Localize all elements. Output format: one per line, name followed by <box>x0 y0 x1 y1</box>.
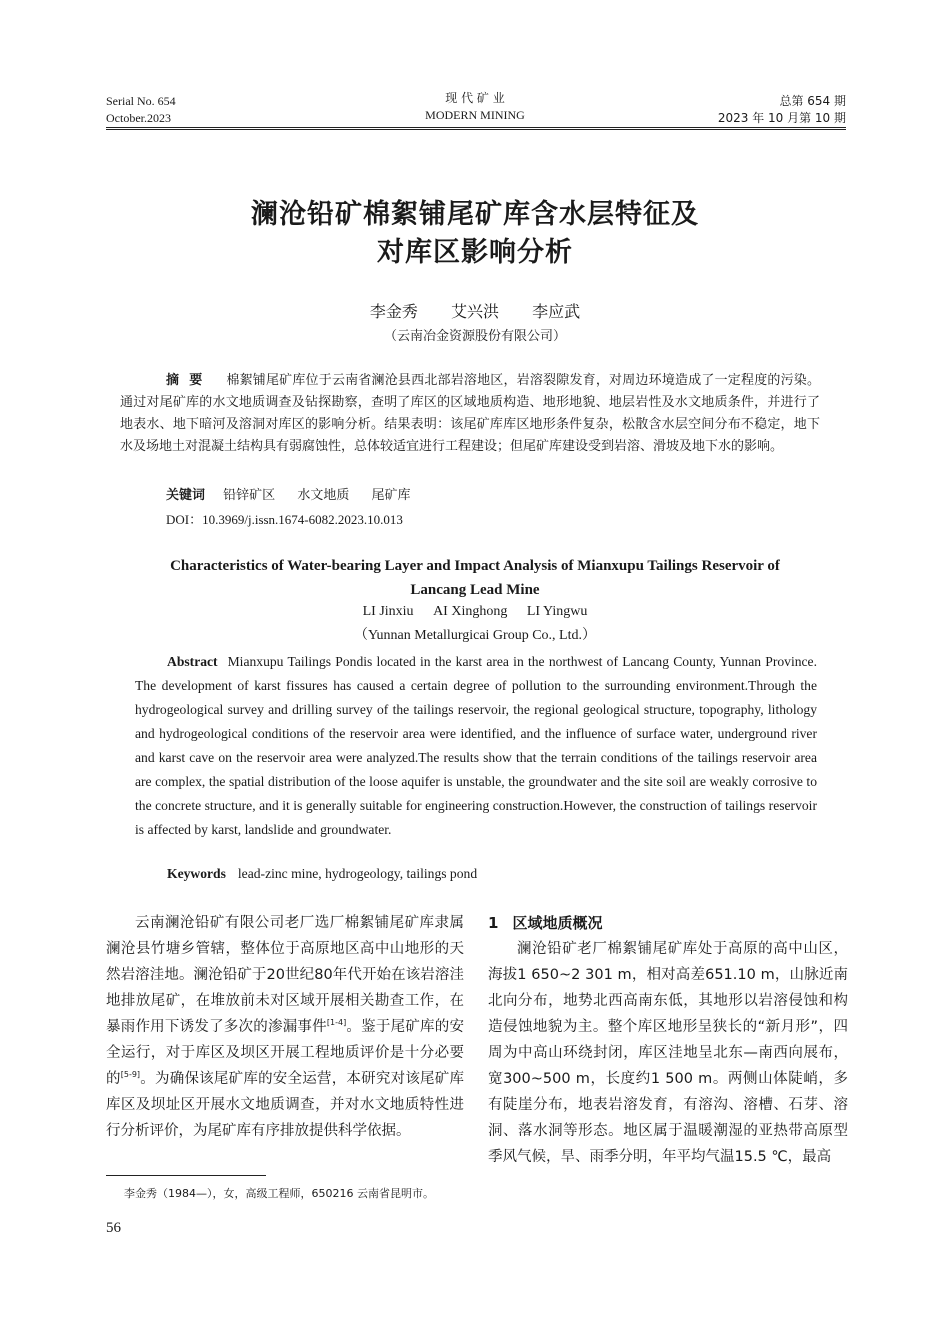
header-center <box>375 90 575 124</box>
serial-number: Serial No. 654 <box>106 94 176 108</box>
english-title-line1: Characteristics of Water-bearing Layer and Impact Analysis of Mianxupu Tailings Reservoir of <box>170 558 780 574</box>
header-rule-bottom <box>106 129 846 130</box>
journal-name-en: MODERN MINING <box>425 108 525 122</box>
english-abstract <box>135 650 817 842</box>
english-author-name: LI Jinxiu <box>362 604 414 619</box>
citation: [1-4] <box>326 1018 347 1028</box>
paper-title <box>100 196 850 272</box>
section-heading <box>488 910 848 936</box>
author-footnote: 李金秀（1984—），女，高级工程师，650216 云南省昆明市。 <box>124 1187 434 1200</box>
english-keywords-text: lead-zinc mine, hydrogeology, tailings pond <box>237 866 478 881</box>
author-name: 李应武 <box>532 302 581 321</box>
affiliation: （云南冶金资源股份有限公司） <box>383 329 566 344</box>
paper-title-line1: 澜沧铅矿棉絮铺尾矿库含水层特征及 <box>251 199 699 230</box>
intro-paragraph <box>106 910 464 1144</box>
paper-title-line2: 对库区影响分析 <box>377 237 573 268</box>
intro-text-part3: 。为确保该尾矿库的安全运营，本研究对该尾矿库库区及坝址区开展水文地质调查，并对水文地质特性进行分析评价，为尾矿库有序排放提供科学依据。 <box>106 1071 465 1139</box>
header-rule-top <box>106 127 846 128</box>
english-title-line2: Lancang Lead Mine <box>410 582 540 598</box>
journal-name-cn: 现 代 矿 业 <box>445 91 505 105</box>
page-number: 56 <box>106 1220 121 1236</box>
english-title <box>120 554 830 602</box>
english-keywords-label: Keywords <box>167 866 226 881</box>
keywords-cn <box>166 486 428 506</box>
intro-text-part1: 云南澜沧铅矿有限公司老厂选厂棉絮铺尾矿库隶属澜沧县竹塘乡管辖，整体位于高原地区高中山地形的天然岩溶洼地。澜沧铅矿于20世纪80年代开始在该岩溶洼地排放尾矿，在堆放前未对区域开展相关勘查工作，在暴雨作用下诱发了多次的渗漏事件 <box>106 915 464 1035</box>
issue-date-cn: 2023 年 10 月第 10 期 <box>717 111 846 125</box>
keywords-cn-label: 关键词 <box>166 488 206 503</box>
citation: [5-9] <box>120 1070 141 1080</box>
abstract-cn-label: 摘要 <box>166 373 213 388</box>
header-right <box>718 93 846 127</box>
section-title: 区域地质概况 <box>512 914 603 932</box>
body-column-right <box>488 910 848 1170</box>
author-name: 李金秀 <box>369 302 418 321</box>
body-column-left <box>106 910 464 1144</box>
abstract-cn <box>120 370 820 458</box>
keyword-item: 尾矿库 <box>371 488 411 503</box>
english-abstract-label: Abstract <box>167 654 218 669</box>
issue-total: 总第 654 期 <box>779 94 846 108</box>
english-keywords <box>167 864 477 884</box>
english-author-name: LI Yingwu <box>526 604 588 619</box>
section-number: 1 <box>488 914 499 932</box>
english-author-list <box>100 602 850 622</box>
author-list <box>100 301 850 323</box>
abstract-cn-text: 棉絮铺尾矿库位于云南省澜沧县西北部岩溶地区，岩溶裂隙发育，对周边环境造成了一定程度的污染。通过对尾矿库的水文地质调查及钻探勘察，查明了库区的区域地质构造、地形地貌、地层岩性及水文地质条件，并进行了地表水、地下暗河及溶洞对库区的影响分析。结果表明：该尾矿库库区地形条件复杂，松散含水层空间分布不稳定，地下水及场地土对混凝土结构具有弱腐蚀性，总体较适宜进行工程建设；但尾矿库建设受到岩溶、滑坡及地下水的影响。 <box>120 373 820 454</box>
author-name: 艾兴洪 <box>450 302 499 321</box>
intro-text-part2: 。鉴于尾矿库的安全运行，对于库区及坝区开展工程地质评价是十分必要的 <box>106 1019 465 1087</box>
section-paragraph: 澜沧铅矿老厂棉絮铺尾矿库处于高原的高中山区，海拔1 650~2 301 m，相对高差651.10 m，山脉近南北向分布，地势北西高南东低，其地形以岩溶侵蚀和构造侵蚀地貌为主。整个库区地形呈狭长的“新月形”，四周为中高山环绕封闭，库区洼地呈北东—南西向展布，宽300~500 m，长度约1 500 m。两侧山体陡峭，多有陡崖分布，地表岩溶发育，有溶沟、溶槽、石芽、溶洞、落水洞等形态。地区属于温暖潮湿的亚热带高原型季风气候，旱、雨季分明，年平均气温15.5 ℃，最高 <box>488 941 848 1165</box>
keyword-item: 水文地质 <box>297 488 350 503</box>
english-abstract-text: Mianxupu Tailings Pondis located in the karst area in the northwest of Lancang County, Yunnan Province. The development of karst fissures has caused a certain degree of pollution to the surrounding environment.Through the hydrogeological survey and drilling survey of the tailings reservoir, the regional geological structure, topography, lithology and hydrogeological conditions of the reservoir area were identified, and the influence of surface water, underground river and karst cave on the reservoir area were analyzed.The results show that the terrain conditions of the tailings reservoir area are complex, the spatial distribution of the loose aquifer is unstable, the groundwater and the site soil are weakly corrosive to the concrete structure, and it is generally suitable for engineering construction.However, the construction of tailings reservoir is affected by karst, landslide and groundwater. <box>135 654 817 837</box>
footnote-rule <box>106 1175 266 1176</box>
english-author-name: AI Xinghong <box>433 604 508 619</box>
issue-date-en: October.2023 <box>106 111 171 125</box>
header-left <box>106 93 176 127</box>
doi: DOI：10.3969/j.issn.1674-6082.2023.10.013 <box>166 512 403 527</box>
english-affiliation: （Yunnan Metallurgicai Group Co., Ltd.） <box>354 628 596 643</box>
keyword-item: 铅锌矿区 <box>223 488 276 503</box>
